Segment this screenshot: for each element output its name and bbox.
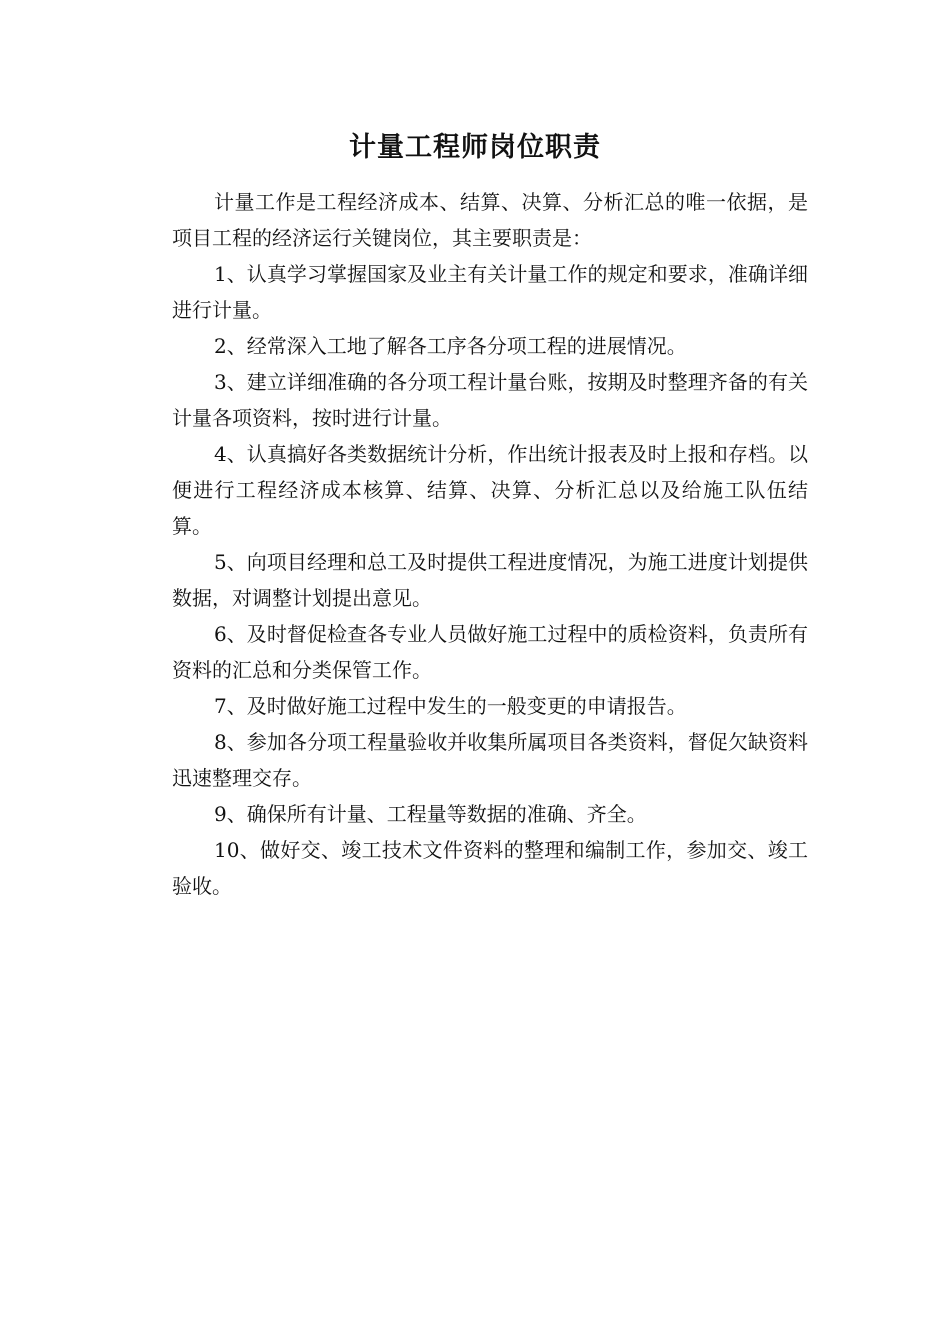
duty-item-7: 7、及时做好施工过程中发生的一般变更的申请报告。 xyxy=(214,694,687,718)
duty-item-9: 9、确保所有计量、工程量等数据的准确、齐全。 xyxy=(214,802,647,826)
duty-item-4: 4、认真搞好各类数据统计分析，作出统计报表及时上报和存档。以便进行工程经济成本核算、结算、决算、分析汇总以及给施工队伍结算。 xyxy=(172,442,808,538)
duty-item-10: 10、做好交、竣工技术文件资料的整理和编制工作，参加交、竣工验收。 xyxy=(172,838,808,898)
document-title: 计量工程师岗位职责 xyxy=(349,132,601,163)
duty-item-5: 5、向项目经理和总工及时提供工程进度情况，为施工进度计划提供数据，对调整计划提出意见。 xyxy=(172,550,808,610)
duty-item-6: 6、及时督促检查各专业人员做好施工过程中的质检资料，负责所有资料的汇总和分类保管工作。 xyxy=(172,622,808,682)
intro-paragraph: 计量工作是工程经济成本、结算、决算、分析汇总的唯一依据，是项目工程的经济运行关键岗位，其主要职责是： xyxy=(172,190,808,250)
duty-item-8: 8、参加各分项工程量验收并收集所属项目各类资料，督促欠缺资料迅速整理交存。 xyxy=(172,730,808,790)
duty-item-3: 3、建立详细准确的各分项工程计量台账，按期及时整理齐备的有关计量各项资料，按时进行计量。 xyxy=(172,370,808,430)
document-body xyxy=(172,184,808,904)
duty-item-2: 2、经常深入工地了解各工序各分项工程的进展情况。 xyxy=(214,334,687,358)
duty-item-1: 1、认真学习掌握国家及业主有关计量工作的规定和要求，准确详细进行计量。 xyxy=(172,262,808,322)
